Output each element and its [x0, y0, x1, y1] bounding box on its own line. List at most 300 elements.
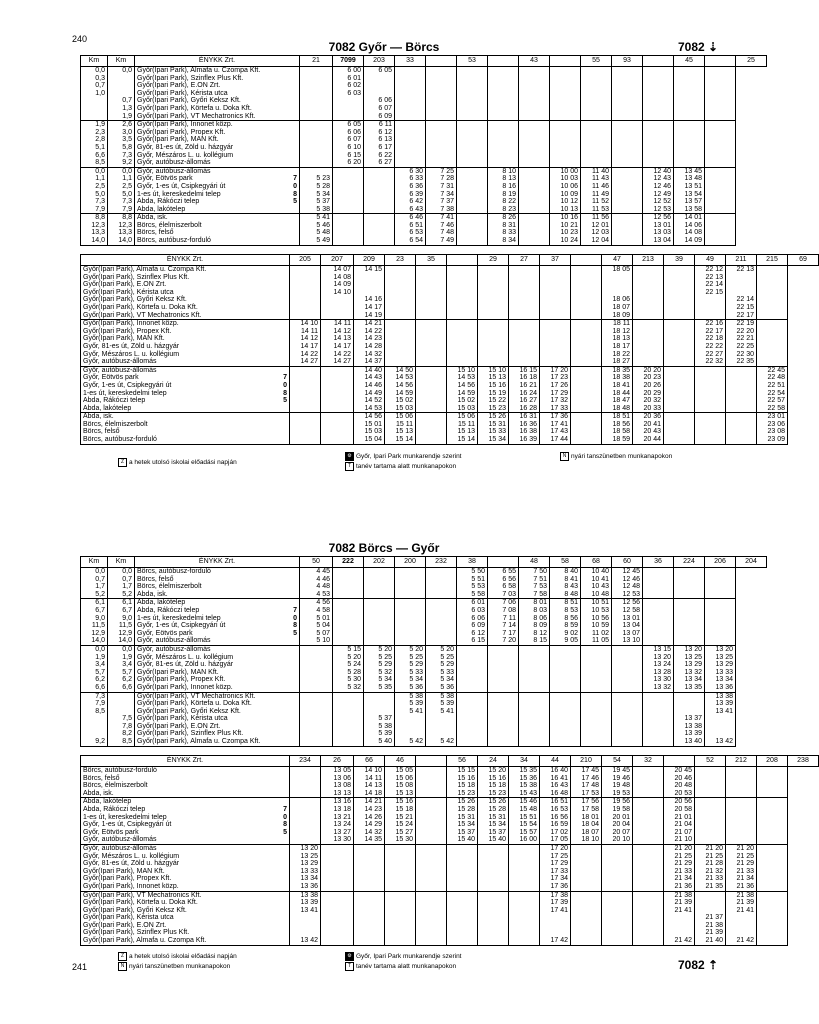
- departure-time: [612, 214, 643, 222]
- departure-time: 15 21: [385, 814, 416, 822]
- departure-time: 13 03: [643, 229, 674, 237]
- departure-time: 5 39: [426, 700, 457, 708]
- departure-time: 16 51: [540, 798, 571, 806]
- departure-time: 10 09: [550, 191, 581, 199]
- stop-name: [135, 90, 300, 98]
- column-header: 47: [602, 255, 633, 266]
- km-value: 6,1: [81, 599, 108, 607]
- departure-time: [664, 382, 695, 390]
- departure-time: 13 01: [612, 615, 643, 623]
- departure-time: [664, 929, 695, 937]
- departure-time: 18 41: [602, 382, 633, 390]
- stop-name: [135, 654, 300, 662]
- departure-time: [612, 105, 643, 113]
- stop-label: Győr, Eötvös park: [83, 374, 139, 382]
- departure-time: [385, 266, 416, 274]
- stop-name: [81, 899, 290, 907]
- departure-time: [416, 382, 447, 390]
- bus-icon: ⇣: [708, 40, 719, 54]
- departure-time: [509, 844, 540, 852]
- departure-time: 14 10: [290, 320, 321, 328]
- departure-time: [581, 669, 612, 677]
- stop-label: Börcs, élelmiszerbolt: [137, 221, 202, 229]
- departure-time: [290, 798, 321, 806]
- timetable-row: [81, 767, 819, 775]
- km-value: 6,7: [108, 607, 135, 615]
- departure-time: 20 32: [633, 397, 664, 405]
- departure-time: [643, 607, 674, 615]
- departure-time: 15 15: [447, 767, 478, 775]
- departure-time: [674, 708, 705, 716]
- departure-time: [571, 405, 602, 413]
- departure-time: [488, 692, 519, 700]
- departure-time: [726, 829, 757, 837]
- departure-time: [519, 229, 550, 237]
- departure-time: [333, 113, 364, 121]
- departure-time: [540, 320, 571, 328]
- departure-time: [674, 121, 705, 129]
- departure-time: [447, 304, 478, 312]
- departure-time: [612, 708, 643, 716]
- departure-time: 15 20: [478, 767, 509, 775]
- km-value: 5,7: [108, 669, 135, 677]
- stop-name: [135, 129, 300, 137]
- departure-time: [643, 630, 674, 638]
- departure-time: [540, 328, 571, 336]
- km-value: 2,5: [108, 183, 135, 191]
- departure-time: 7 31: [426, 183, 457, 191]
- departure-time: [385, 860, 416, 868]
- departure-time: 15 30: [385, 836, 416, 844]
- departure-time: [416, 775, 447, 783]
- departure-time: 18 17: [602, 343, 633, 351]
- departure-time: 13 41: [705, 708, 736, 716]
- departure-time: 18 48: [602, 405, 633, 413]
- departure-time: 21 04: [664, 821, 695, 829]
- departure-time: [300, 136, 333, 144]
- departure-time: [447, 868, 478, 876]
- departure-time: 15 06: [385, 775, 416, 783]
- departure-time: [643, 568, 674, 576]
- departure-time: [488, 129, 519, 137]
- departure-time: 15 48: [509, 806, 540, 814]
- departure-time: [416, 814, 447, 822]
- column-header: 35: [416, 255, 447, 266]
- departure-time: [416, 853, 447, 861]
- departure-time: [705, 206, 736, 214]
- departure-time: 5 33: [426, 669, 457, 677]
- timetable-row: [81, 583, 767, 591]
- departure-time: 6 55: [488, 568, 519, 576]
- departure-time: 16 00: [509, 836, 540, 844]
- departure-time: 15 18: [385, 806, 416, 814]
- departure-time: [385, 937, 416, 945]
- departure-time: 17 20: [540, 844, 571, 852]
- departure-time: 15 16: [447, 775, 478, 783]
- departure-time: [633, 875, 664, 883]
- departure-time: [290, 836, 321, 844]
- departure-time: [581, 723, 612, 731]
- km-value: 14,0: [81, 637, 108, 645]
- km-value: 11,5: [108, 622, 135, 630]
- departure-time: 14 32: [354, 829, 385, 837]
- departure-time: [509, 891, 540, 899]
- departure-time: [633, 914, 664, 922]
- departure-time: [416, 374, 447, 382]
- departure-time: [457, 661, 488, 669]
- departure-time: 10 06: [550, 183, 581, 191]
- departure-time: [757, 836, 788, 844]
- departure-time: [602, 281, 633, 289]
- departure-time: [333, 214, 364, 222]
- departure-time: 8 03: [519, 607, 550, 615]
- stop-name: [135, 700, 300, 708]
- departure-time: [633, 790, 664, 798]
- departure-time: [364, 607, 395, 615]
- timetable-row: [81, 914, 819, 922]
- departure-time: [664, 390, 695, 398]
- departure-time: 10 40: [581, 568, 612, 576]
- timetable-row: [81, 782, 819, 790]
- stop-name: [81, 289, 290, 297]
- note-symbol-icon: T: [345, 962, 354, 971]
- departure-time: 13 34: [705, 676, 736, 684]
- departure-time: 22 27: [695, 351, 726, 359]
- departure-time: [519, 237, 550, 245]
- timetable-row: [81, 622, 767, 630]
- departure-time: [602, 929, 633, 937]
- stop-name: [135, 175, 300, 183]
- departure-time: [457, 97, 488, 105]
- departure-time: [643, 159, 674, 167]
- departure-time: 20 48: [664, 782, 695, 790]
- departure-time: [612, 198, 643, 206]
- departure-time: [674, 622, 705, 630]
- timetable-row: [81, 405, 819, 413]
- departure-time: 13 25: [674, 654, 705, 662]
- departure-time: [447, 358, 478, 366]
- note-symbol-icon: Z: [118, 458, 127, 467]
- departure-time: [664, 922, 695, 930]
- departure-time: [757, 914, 788, 922]
- departure-time: 17 41: [540, 907, 571, 915]
- departure-time: 21 35: [695, 883, 726, 891]
- departure-time: [354, 891, 385, 899]
- departure-time: [633, 868, 664, 876]
- km-value: [81, 113, 108, 121]
- departure-time: [571, 281, 602, 289]
- column-header: 60: [612, 557, 643, 568]
- timetable-row: [81, 374, 819, 382]
- departure-time: 14 08: [321, 274, 354, 282]
- departure-time: [633, 829, 664, 837]
- departure-time: 13 37: [674, 715, 705, 723]
- departure-time: [364, 183, 395, 191]
- departure-time: [488, 121, 519, 129]
- stop-label: Győr(Ipari Park), Innonet közp.: [83, 320, 179, 328]
- departure-time: 8 31: [488, 222, 519, 230]
- departure-time: [705, 136, 736, 144]
- departure-time: [664, 436, 695, 444]
- departure-time: 21 25: [664, 853, 695, 861]
- timetable-row: [81, 222, 767, 230]
- timetable-row: [81, 390, 819, 398]
- departure-time: [633, 320, 664, 328]
- stop-name: [81, 335, 290, 343]
- departure-time: [509, 274, 540, 282]
- departure-time: 6 02: [333, 82, 364, 90]
- departure-time: [416, 366, 447, 374]
- departure-time: 17 36: [540, 883, 571, 891]
- departure-time: 5 37: [300, 198, 333, 206]
- departure-time: [757, 844, 788, 852]
- departure-time: [643, 730, 674, 738]
- departure-time: [674, 136, 705, 144]
- departure-time: 14 11: [321, 320, 354, 328]
- km-value: 6,6: [81, 684, 108, 692]
- departure-time: 15 02: [447, 397, 478, 405]
- stop-label: Győr, Mészáros L. u. kollégium: [137, 151, 234, 159]
- stop-name: [135, 622, 300, 630]
- departure-time: [571, 343, 602, 351]
- timetable-row: [81, 790, 819, 798]
- departure-time: [633, 335, 664, 343]
- departure-time: 14 13: [354, 782, 385, 790]
- stop-label: Abda, Rákóczi telep: [137, 606, 200, 614]
- timetable-row: [81, 883, 819, 891]
- departure-time: [581, 738, 612, 746]
- departure-time: 15 24: [385, 821, 416, 829]
- departure-time: [416, 413, 447, 421]
- departure-time: [643, 591, 674, 599]
- departure-time: [695, 382, 726, 390]
- departure-time: 17 29: [540, 860, 571, 868]
- stop-label: Győr(Ipari Park), Kérista utca: [137, 89, 228, 97]
- departure-time: [457, 175, 488, 183]
- departure-time: [757, 860, 788, 868]
- stop-label: Győr(Ipari Park), Almafa u. Czompa Kft.: [137, 738, 261, 746]
- departure-time: [540, 266, 571, 274]
- departure-time: [695, 436, 726, 444]
- stop-name: [135, 97, 300, 105]
- departure-time: 5 32: [333, 684, 364, 692]
- departure-time: 14 22: [290, 351, 321, 359]
- departure-time: [612, 738, 643, 746]
- departure-time: [705, 198, 736, 206]
- departure-time: [726, 775, 757, 783]
- departure-time: 12 45: [612, 568, 643, 576]
- timetable-row: [81, 630, 767, 638]
- departure-time: 15 34: [478, 436, 509, 444]
- departure-time: [612, 129, 643, 137]
- departure-time: 14 22: [321, 351, 354, 359]
- departure-time: 15 18: [447, 782, 478, 790]
- stop-name: [81, 266, 290, 274]
- stop-name: [81, 281, 290, 289]
- departure-time: 11 52: [581, 198, 612, 206]
- departure-time: [321, 304, 354, 312]
- departure-time: [757, 922, 788, 930]
- departure-time: [447, 343, 478, 351]
- departure-time: [333, 222, 364, 230]
- timetable-row: [81, 821, 819, 829]
- note-symbol-icon: Z: [118, 952, 127, 961]
- departure-time: 15 38: [509, 782, 540, 790]
- departure-time: [478, 304, 509, 312]
- departure-time: [633, 929, 664, 937]
- timetable-row: [81, 281, 819, 289]
- departure-time: [612, 661, 643, 669]
- stop-label: 1-es út, kereskedelmi telep: [137, 190, 221, 198]
- departure-time: [571, 312, 602, 320]
- departure-time: [726, 413, 757, 421]
- departure-time: 10 16: [550, 214, 581, 222]
- departure-time: [426, 576, 457, 584]
- departure-time: [757, 821, 788, 829]
- departure-time: [333, 167, 364, 175]
- stop-label: Börcs, felső: [83, 774, 120, 782]
- departure-time: 14 52: [354, 397, 385, 405]
- stop-label: Győr(Ipari Park), Győri Keksz Kft.: [83, 296, 187, 304]
- stop-label: Börcs, autóbusz-forduló: [83, 767, 157, 774]
- departure-time: [416, 922, 447, 930]
- departure-time: [457, 159, 488, 167]
- departure-time: [571, 883, 602, 891]
- departure-time: 4 48: [300, 583, 333, 591]
- km-value: 12,9: [108, 630, 135, 638]
- stop-name: [81, 312, 290, 320]
- stop-label: Győr(Ipari Park), Szinflex Plus Kft.: [137, 74, 244, 82]
- departure-time: [519, 715, 550, 723]
- departure-time: 5 20: [426, 645, 457, 653]
- departure-time: [426, 637, 457, 645]
- departure-time: 12 46: [643, 183, 674, 191]
- departure-time: 6 07: [333, 136, 364, 144]
- timetable-row: [81, 296, 819, 304]
- km-value: 8,8: [108, 214, 135, 222]
- departure-time: [550, 730, 581, 738]
- top-timetable-title: 7082 Győr — Börcs: [328, 40, 440, 54]
- departure-time: [674, 692, 705, 700]
- departure-time: 21 41: [726, 907, 757, 915]
- departure-time: 21 42: [664, 937, 695, 945]
- departure-time: [726, 790, 757, 798]
- column-header: [416, 756, 447, 767]
- departure-time: [478, 343, 509, 351]
- departure-time: 10 51: [581, 599, 612, 607]
- departure-time: [426, 129, 457, 137]
- departure-time: 13 48: [674, 175, 705, 183]
- km-value: 7,9: [81, 206, 108, 214]
- departure-time: [416, 358, 447, 366]
- departure-time: 14 23: [354, 806, 385, 814]
- column-header: 34: [509, 756, 540, 767]
- departure-time: [457, 144, 488, 152]
- departure-time: [519, 738, 550, 746]
- departure-time: [364, 90, 395, 98]
- column-header: 43: [519, 56, 550, 67]
- stop-label: Győr(Ipari Park), VT Mechatronics Kft.: [137, 112, 256, 120]
- departure-time: [695, 798, 726, 806]
- departure-time: 13 24: [321, 821, 354, 829]
- departure-time: [581, 97, 612, 105]
- departure-time: 13 32: [643, 684, 674, 692]
- departure-time: [705, 637, 736, 645]
- departure-time: [300, 67, 333, 75]
- departure-time: 14 26: [354, 814, 385, 822]
- departure-time: [612, 167, 643, 175]
- stop-label: Győr(Ipari Park), Körtefa u. Doka Kft.: [83, 303, 198, 311]
- departure-time: [695, 775, 726, 783]
- departure-time: 21 01: [664, 814, 695, 822]
- departure-time: [457, 183, 488, 191]
- timetable-row: [81, 366, 819, 374]
- timetable-row: [81, 351, 819, 359]
- departure-time: 5 25: [426, 654, 457, 662]
- departure-time: [633, 274, 664, 282]
- km-value: 0,0: [81, 568, 108, 576]
- departure-time: 13 25: [290, 853, 321, 861]
- departure-time: 22 13: [695, 274, 726, 282]
- departure-time: [321, 922, 354, 930]
- stop-name: [135, 229, 300, 237]
- departure-time: 12 43: [643, 175, 674, 183]
- departure-time: [300, 692, 333, 700]
- departure-time: [478, 868, 509, 876]
- departure-time: 5 41: [395, 708, 426, 716]
- departure-time: 12 58: [612, 607, 643, 615]
- stop-name: [81, 775, 290, 783]
- departure-time: [705, 214, 736, 222]
- departure-time: 21 29: [726, 860, 757, 868]
- departure-time: [457, 67, 488, 75]
- departure-time: [364, 175, 395, 183]
- departure-time: [509, 875, 540, 883]
- departure-time: [395, 599, 426, 607]
- departure-time: 15 03: [354, 428, 385, 436]
- departure-time: [321, 374, 354, 382]
- departure-time: 14 11: [290, 328, 321, 336]
- departure-time: [385, 922, 416, 930]
- departure-time: 13 30: [321, 836, 354, 844]
- departure-time: [705, 152, 736, 160]
- departure-time: [519, 692, 550, 700]
- departure-time: [519, 645, 550, 653]
- departure-time: 15 16: [478, 775, 509, 783]
- departure-time: [321, 296, 354, 304]
- departure-time: [674, 75, 705, 83]
- column-header: 208: [757, 756, 788, 767]
- departure-time: 14 10: [321, 289, 354, 297]
- departure-time: [321, 436, 354, 444]
- route-marker: 7: [283, 374, 287, 382]
- departure-time: [416, 304, 447, 312]
- departure-time: 15 34: [447, 821, 478, 829]
- departure-time: [695, 806, 726, 814]
- departure-time: 21 39: [695, 929, 726, 937]
- departure-time: [757, 343, 788, 351]
- timetable-row: [81, 335, 819, 343]
- column-header: 69: [788, 255, 819, 266]
- route-marker: 7: [283, 805, 287, 813]
- departure-time: [612, 67, 643, 75]
- departure-time: [550, 723, 581, 731]
- stop-name: [81, 343, 290, 351]
- departure-time: [581, 144, 612, 152]
- departure-time: [757, 289, 788, 297]
- departure-time: [602, 853, 633, 861]
- stop-label: Győr(Ipari Park), Almafa u. Czompa Kft.: [137, 67, 261, 74]
